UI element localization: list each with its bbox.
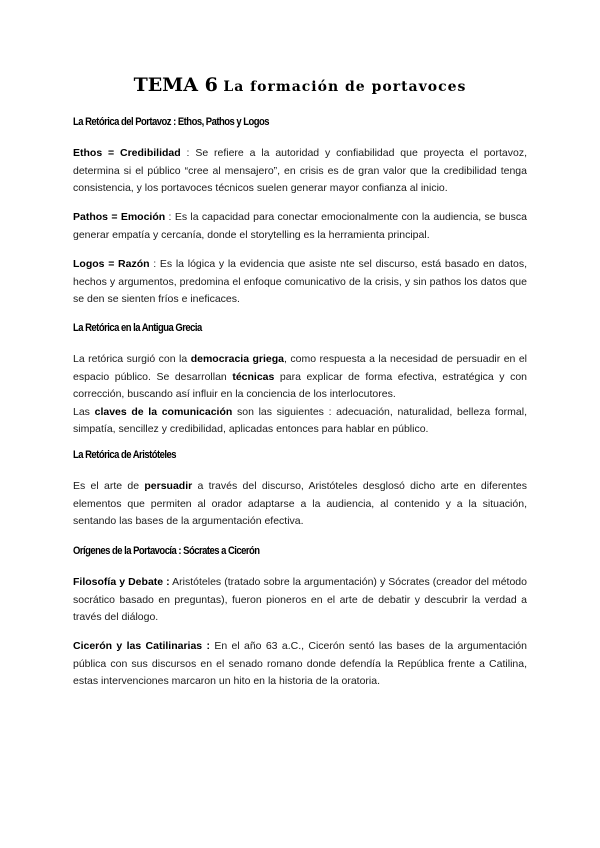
grecia-bold-claves: claves de la comunicación [94,405,233,418]
grecia-text-1: La retórica surgió con la [73,353,188,365]
paragraph-pathos [73,209,527,244]
grecia-bold-tecnicas: técnicas [232,370,275,383]
grecia-text-2: , como respuesta a la necesidad de persuadir en el espacio público. Se desarrollan [73,353,528,383]
paragraph-ethos [73,145,527,198]
ciceron-label: Cicerón y las Catilinarias : [73,640,210,652]
pathos-text: : Es la capacidad para conectar emocionalmente con la audiencia, se busca generar empatía y cercanía, donde el storytelling es la herramienta principal. [73,211,528,241]
grecia-text-5: son las siguientes : adecuación, naturalidad, belleza formal, simpatía, sencillez y credibilidad, aplicadas entonces para hablar en público. [73,405,528,435]
ethos-label: Ethos = Credibilidad [73,147,181,159]
ciceron-text: En el año 63 a.C., Cicerón sentó las bases de la argumentación pública con sus discursos en el senado romano donde defendía la República frente a Catilina, estas intervenciones marcaron un hito en la historia de la oratoria. [73,640,527,687]
logos-text: : Es la lógica y la evidencia que asiste nte sel discurso, está basado en datos, hechos y argumentos, predomina el enfoque comunicativo de la crisis, y sin pathos los datos que se den se sienten fríos e ineficaces. [73,258,527,305]
heading-origenes: Orígenes de la Portavocía : Sócrates a Cicerón [73,545,260,557]
grecia-text-3: para explicar de forma efectiva, estratégica y con corrección, buscando así influir en la conciencia de los interlocutores. [73,370,528,400]
page-title [0,74,600,96]
paragraph-logos [73,256,527,309]
heading-retorica-portavoz: La Retórica del Portavoz : Ethos, Pathos y Logos [73,116,270,128]
paragraph-filosofia [73,574,527,627]
paragraph-aristoteles [73,478,527,531]
grecia-bold-democracia: democracia griega [190,353,285,365]
aristoteles-text-2: a través del discurso, Aristóteles desglosó dicho arte en diferentes elementos que permiten al orador adaptarse a la audiencia, al contenido y a la situación, sentando las bases de la argumentación efectiva. [73,480,528,527]
aristoteles-text-1: Es el arte de [73,480,140,492]
title-sub: La formación de portavoces [223,79,467,95]
grecia-text-4: Las [73,405,90,418]
filosofia-text: Aristóteles (tratado sobre la argumentación) y Sócrates (creador del método socrático basado en preguntas), fueron pioneros en el arte de debatir y descubrir la verdad a través del diálogo. [73,576,527,623]
pathos-label: Pathos = Emoción [73,211,166,223]
heading-antigua-grecia: La Retórica en la Antigua Grecia [73,322,202,334]
logos-label: Logos = Razón [73,258,150,270]
title-main: TEMA 6 [133,74,218,96]
ethos-text: : Se refiere a la autoridad y confiabilidad que proyecta el portavoz, determina si el público “cree al mensajero”, en crisis es de gran valor que la credibilidad tenga consistencia, y los portavoces técnicos suelen generar mayor confianza al inicio. [73,147,528,194]
paragraph-grecia [73,351,527,439]
filosofia-label: Filosofía y Debate : [73,576,170,588]
heading-aristoteles: La Retórica de Aristóteles [73,449,176,461]
paragraph-ciceron [73,638,527,691]
aristoteles-bold-persuadir: persuadir [144,480,193,492]
